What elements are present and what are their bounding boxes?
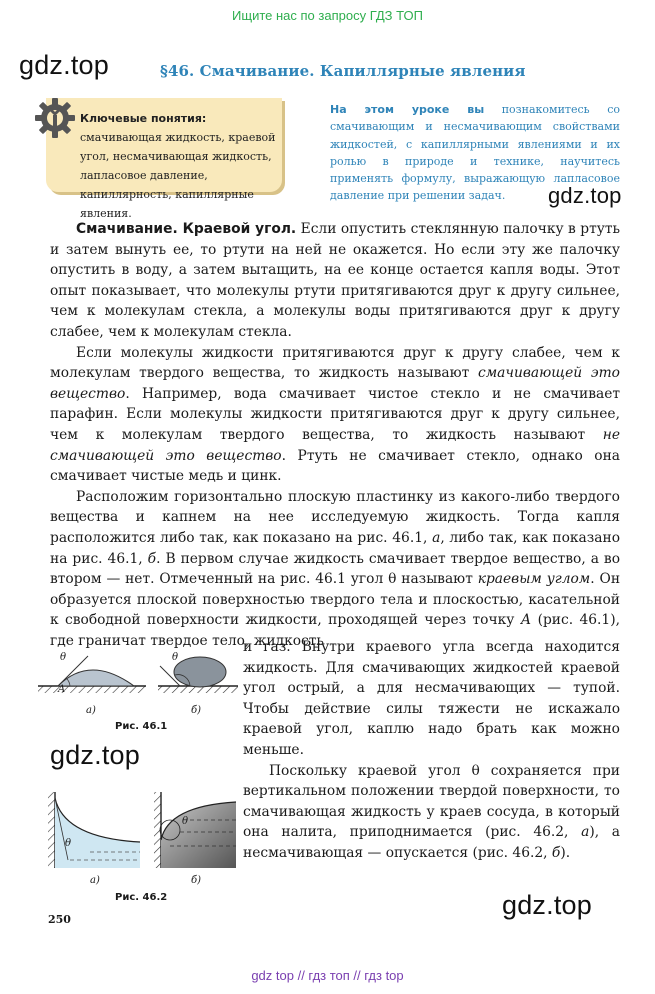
fig2-ref-a: а bbox=[581, 824, 590, 841]
point-a-ref: А bbox=[520, 612, 532, 629]
paragraph-3-b: , либо так, как показано на рис. 46.1, bbox=[50, 529, 621, 567]
paragraph-4-a: Поскольку краевой угол θ сохраняется при вертикальном положении твердой поверхности, то смачивающая жидкость у краев сосуда, в который она налита, приподнимается (рис. 46.2, bbox=[243, 762, 620, 841]
figure-46-1-caption: Рис. 46.1 bbox=[115, 721, 168, 732]
term-contact-angle: краевым углом bbox=[477, 571, 591, 588]
watermark-top-right: gdz.top bbox=[548, 183, 622, 208]
paragraph-4-b: ), а несмачивающая — опускается (рис. 46.2, bbox=[243, 824, 620, 861]
page-number: 250 bbox=[48, 913, 71, 926]
paragraph-1-text: Если опустить стеклянную палочку в ртуть и затем вынуть ее, то ртути на ней не окажется. Но если эту же палочку опустить в воду, а затем вытащить, на ее конце остается капля воды. Этот опыт показывает, что молекулы ртути притягиваются друг к другу сильнее, чем к молекулам стекла, а молекулы воды притягиваются друг к другу слабее, чем к молекулам стекла. bbox=[50, 221, 620, 340]
fig-ref-a: а bbox=[432, 529, 441, 546]
paragraph-2 bbox=[50, 343, 620, 487]
paragraph-3-c: . В первом случае жидкость смачивает твердое вещество, а во втором — нет. Отмеченный на рис. 46.1 угол θ называют bbox=[50, 550, 620, 588]
paragraph-3 bbox=[50, 487, 620, 652]
fig1-point-a: A bbox=[58, 684, 66, 695]
paragraph-3-d: . Он образуется плоской поверхностью твердого тела и плоскостью, касательной к свободной поверхности жидкости, проходящей через точку bbox=[50, 571, 621, 629]
term-nonwetting: не смачивающей это вещество bbox=[50, 426, 620, 464]
paragraph-2-b: . Например, вода смачивает чистое стекло и не смачивает парафин. Если молекулы жидкости притягиваются друг к другу сильнее, чем к молекулам твердого вещества, то жидкость называют bbox=[50, 385, 620, 443]
watermark-mid-left: gdz.top bbox=[50, 740, 140, 770]
fig1-drop-nonwetting bbox=[174, 657, 226, 687]
term-wetting: смачивающей это вещество bbox=[50, 365, 620, 402]
fig1-theta-b: θ bbox=[172, 652, 179, 663]
intro-lead: На этом уроке вы bbox=[330, 103, 485, 116]
section-title: §46. Смачивание. Капиллярные явления bbox=[160, 62, 526, 80]
paragraph-3-a: Расположим горизонтально плоскую пластинку из какого-либо твердого вещества и капнем на нее исследуемую жидкость. Тогда капля расположится либо так, как показано на рис. 46.1, bbox=[50, 488, 620, 546]
paragraph-3-e: (рис. 46.1), где граничат твердое тело, жидкость bbox=[50, 612, 620, 649]
fig2-label-b: б) bbox=[191, 875, 202, 886]
footer-links[interactable]: gdz top // гдз топ // гдз top bbox=[251, 968, 404, 983]
watermark-top-left: gdz.top bbox=[19, 50, 109, 80]
key-concepts-list: смачивающая жидкость, краевой угол, несмачивающая жидкость, лапласовое давление, капиллярность, капиллярные явления. bbox=[80, 131, 276, 220]
paragraph-2-a: Если молекулы жидкости притягиваются друг к другу слабее, чем к молекулам твердого вещества, то жидкость называют bbox=[50, 344, 620, 382]
paragraph-4 bbox=[243, 761, 620, 864]
paragraph-3-continued: и газ. Внутри краевого угла всегда находится жидкость. Для смачивающих жидкостей краевой угол острый, а для несмачивающих — тупой. Чтобы действие силы тяжести не искажало краевой угол, каплю надо брать как можно меньше. bbox=[243, 639, 620, 758]
lesson-intro bbox=[330, 101, 620, 205]
watermark-bottom-right: gdz.top bbox=[502, 890, 592, 920]
paragraph-1-heading: Смачивание. Краевой угол. bbox=[76, 221, 297, 237]
fig1-label-b: б) bbox=[191, 705, 202, 716]
figure-46-2-caption: Рис. 46.2 bbox=[115, 892, 168, 903]
fig2-ref-b: б bbox=[551, 844, 561, 861]
paragraph-1 bbox=[50, 219, 620, 343]
top-banner[interactable]: Ищите нас по запросу ГДЗ ТОП bbox=[232, 8, 423, 23]
fig1-plate-a bbox=[38, 686, 146, 693]
fig2-label-a: а) bbox=[90, 875, 100, 886]
fig-ref-b: б bbox=[147, 550, 157, 567]
main-text bbox=[50, 219, 620, 651]
paragraph-4-c: ). bbox=[560, 844, 571, 861]
fig2-theta-a: θ bbox=[65, 838, 72, 849]
fig2-liquid-nonwetting bbox=[161, 802, 236, 868]
side-text bbox=[243, 637, 620, 864]
gear-wrench-icon bbox=[33, 96, 77, 140]
paragraph-2-c: . Ртуть не смачивает стекло, однако она смачивает чистые медь и цинк. bbox=[50, 447, 621, 485]
intro-text: познакомитесь со смачивающим и несмачивающим свойствами жидкостей, с капиллярными явлениями и их ролью в природе и технике, научитесь применять формулу, выражающую лапласовое давление при решении задач. bbox=[330, 103, 621, 203]
fig2-theta-b: θ bbox=[182, 816, 189, 827]
fig1-theta-a: θ bbox=[60, 652, 67, 663]
key-concepts-label: Ключевые понятия: bbox=[80, 112, 207, 125]
figure-46-2-illustration bbox=[30, 790, 240, 872]
fig2-wall-a bbox=[48, 792, 55, 868]
key-concepts-text bbox=[80, 109, 278, 223]
fig1-label-a: а) bbox=[86, 705, 96, 716]
